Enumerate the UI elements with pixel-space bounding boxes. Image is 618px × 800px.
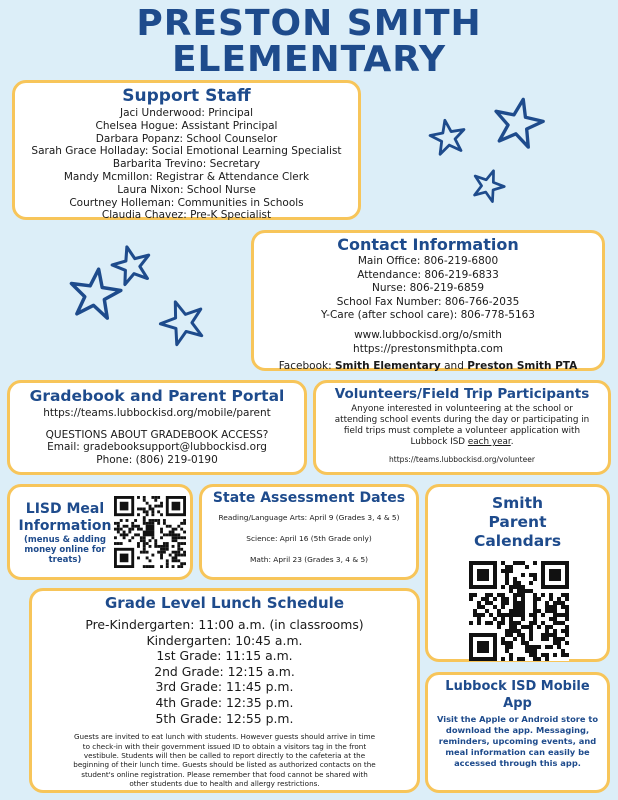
mobile-app-heading bbox=[428, 678, 607, 712]
volunteers-box bbox=[313, 380, 611, 475]
volunteers-text-last bbox=[316, 437, 608, 448]
meal-heading-line-1: LISD Meal bbox=[25, 501, 105, 517]
support-staff-box bbox=[12, 80, 361, 220]
calendars-heading-line: Calendars bbox=[473, 532, 562, 550]
star-icon bbox=[490, 96, 546, 152]
assessment-date: Math: April 23 (Grades 3, 4 & 5) bbox=[249, 555, 369, 564]
meal-info-box bbox=[7, 484, 193, 580]
contact-line: Attendance: 806-219-6833 bbox=[357, 268, 499, 281]
lunch-time: Kindergarten: 10:45 a.m. bbox=[146, 632, 303, 648]
lunch-time: Pre-Kindergarten: 11:00 a.m. (in classrooms) bbox=[85, 617, 364, 632]
meal-subtext: money online for bbox=[24, 545, 106, 555]
lunch-time: 2nd Grade: 12:15 a.m. bbox=[154, 663, 295, 679]
calendars-box bbox=[425, 484, 610, 662]
star-icon bbox=[66, 266, 124, 324]
page-title bbox=[0, 3, 618, 80]
meal-qr-code[interactable] bbox=[114, 496, 186, 568]
staff-member: Mandy Mcmillon: Registrar & Attendance Clerk bbox=[63, 170, 310, 183]
facebook-smith-elementary[interactable]: Smith Elementary bbox=[334, 360, 441, 373]
gradebook-box bbox=[7, 380, 307, 475]
lunch-note: student's online registration. Please remember that food cannot be shared with bbox=[81, 769, 368, 779]
title-line-2: ELEMENTARY bbox=[171, 39, 447, 80]
parent-portal-link[interactable]: https://teams.lubbockisd.org/mobile/parent bbox=[43, 407, 271, 419]
mobile-app-box bbox=[425, 672, 610, 793]
staff-member: Barbarita Trevino: Secretary bbox=[112, 158, 261, 171]
facebook-and: and bbox=[444, 360, 464, 373]
lunch-note: other students due to health and allergy restrictions. bbox=[129, 779, 320, 789]
contact-line: School Fax Number: 806-766-2035 bbox=[336, 295, 520, 308]
volunteers-text: field trips must complete a volunteer application with bbox=[343, 426, 581, 436]
staff-member: Jaci Underwood: Principal bbox=[119, 107, 254, 119]
staff-member: Chelsea Hogue: Assistant Principal bbox=[95, 119, 278, 132]
staff-member: Courtney Holleman: Communities in Schools bbox=[69, 196, 304, 209]
staff-member: Claudia Chavez: Pre-K Specialist bbox=[101, 209, 272, 222]
volunteers-period: . bbox=[510, 437, 514, 447]
gradebook-email[interactable]: Email: gradebooksupport@lubbockisd.org bbox=[47, 441, 267, 453]
mobile-app-text: Visit the Apple or Android store to bbox=[436, 714, 599, 724]
gradebook-heading: Gradebook and Parent Portal bbox=[29, 387, 285, 405]
volunteers-text: attending school events during the day or participating in bbox=[334, 415, 590, 425]
staff-member: Darbara Popanz: School Counselor bbox=[95, 132, 278, 145]
staff-member: Laura Nixon: School Nurse bbox=[117, 183, 256, 196]
mobile-app-text: accessed through this app. bbox=[454, 758, 581, 768]
lunch-time: 1st Grade: 11:15 a.m. bbox=[156, 648, 293, 664]
school-website-link[interactable]: www.lubbockisd.org/o/smith bbox=[354, 328, 502, 341]
assessment-box bbox=[199, 484, 419, 580]
volunteers-heading: Volunteers/Field Trip Participants bbox=[334, 386, 590, 402]
lunch-note: vestibule. Students will then be called to report directly to the cafeteria at the bbox=[83, 750, 366, 760]
meal-subtext: treats) bbox=[48, 555, 82, 565]
calendars-heading-line: Smith bbox=[491, 494, 544, 512]
assessment-date: Science: April 16 (5th Grade only) bbox=[246, 534, 372, 543]
mobile-app-heading-line-2: App bbox=[503, 696, 532, 711]
volunteers-lubbock-isd: Lubbock ISD bbox=[410, 437, 466, 447]
volunteers-text: Anyone interested in volunteering at the school or bbox=[351, 404, 573, 414]
mobile-app-text: download the app. Messaging, bbox=[445, 725, 590, 735]
staff-member: Sarah Grace Holladay: Social Emotional Learning Specialist bbox=[31, 145, 342, 158]
contact-line: Main Office: 806-219-6800 bbox=[357, 255, 499, 267]
support-staff-heading: Support Staff bbox=[122, 86, 251, 106]
contact-heading: Contact Information bbox=[337, 235, 519, 254]
contact-info-box bbox=[251, 230, 605, 371]
facebook-line bbox=[254, 360, 602, 374]
facebook-label: Facebook: bbox=[278, 360, 332, 373]
lunch-note: to check-in with their government issued ID to obtain a visitors tag in the front bbox=[82, 741, 367, 751]
lunch-note: Guests are invited to eat lunch with students. However guests should arrive in time bbox=[73, 732, 376, 742]
contact-line: Nurse: 806-219-6859 bbox=[371, 282, 484, 295]
lunch-note: beginning of their lunch time. Guests should be listed as authorized contacts on the bbox=[73, 760, 376, 770]
gradebook-question: QUESTIONS ABOUT GRADEBOOK ACCESS? bbox=[45, 428, 269, 441]
star-icon bbox=[158, 298, 208, 348]
assessment-date: Reading/Language Arts: April 9 (Grades 3, 4 & 5) bbox=[218, 513, 400, 522]
lunch-time: 3rd Grade: 11:45 p.m. bbox=[155, 679, 294, 695]
meal-subtext: (menus & adding bbox=[24, 535, 106, 545]
lunch-time: 5th Grade: 12:55 p.m. bbox=[155, 710, 294, 726]
calendars-qr-code[interactable] bbox=[469, 561, 569, 661]
lunch-heading: Grade Level Lunch Schedule bbox=[105, 594, 344, 612]
meal-heading-line-2: Information bbox=[18, 518, 112, 534]
mobile-app-text: meal information can easily be bbox=[445, 747, 590, 757]
star-icon bbox=[428, 118, 468, 158]
lunch-time: 4th Grade: 12:35 p.m. bbox=[155, 694, 294, 710]
title-line-1: PRESTON SMITH bbox=[136, 3, 482, 44]
assessment-heading: State Assessment Dates bbox=[212, 490, 406, 506]
mobile-app-text: reminders, upcoming events, and bbox=[438, 736, 597, 746]
star-icon bbox=[470, 168, 506, 204]
volunteers-each-year: each year bbox=[467, 437, 511, 447]
mobile-app-heading-line-1: Lubbock ISD Mobile bbox=[445, 679, 590, 694]
calendars-heading bbox=[428, 494, 607, 551]
volunteer-application-link[interactable]: https://teams.lubbockisd.org/volunteer bbox=[389, 455, 535, 464]
pta-website-link[interactable]: https://prestonsmithpta.com bbox=[353, 342, 503, 355]
contact-line: Y-Care (after school care): 806-778-5163 bbox=[321, 309, 535, 322]
facebook-preston-smith-pta[interactable]: Preston Smith PTA bbox=[467, 360, 578, 373]
gradebook-phone: Phone: (806) 219-0190 bbox=[96, 453, 218, 466]
lunch-schedule-box bbox=[29, 588, 420, 793]
calendars-heading-line: Parent bbox=[488, 513, 547, 531]
